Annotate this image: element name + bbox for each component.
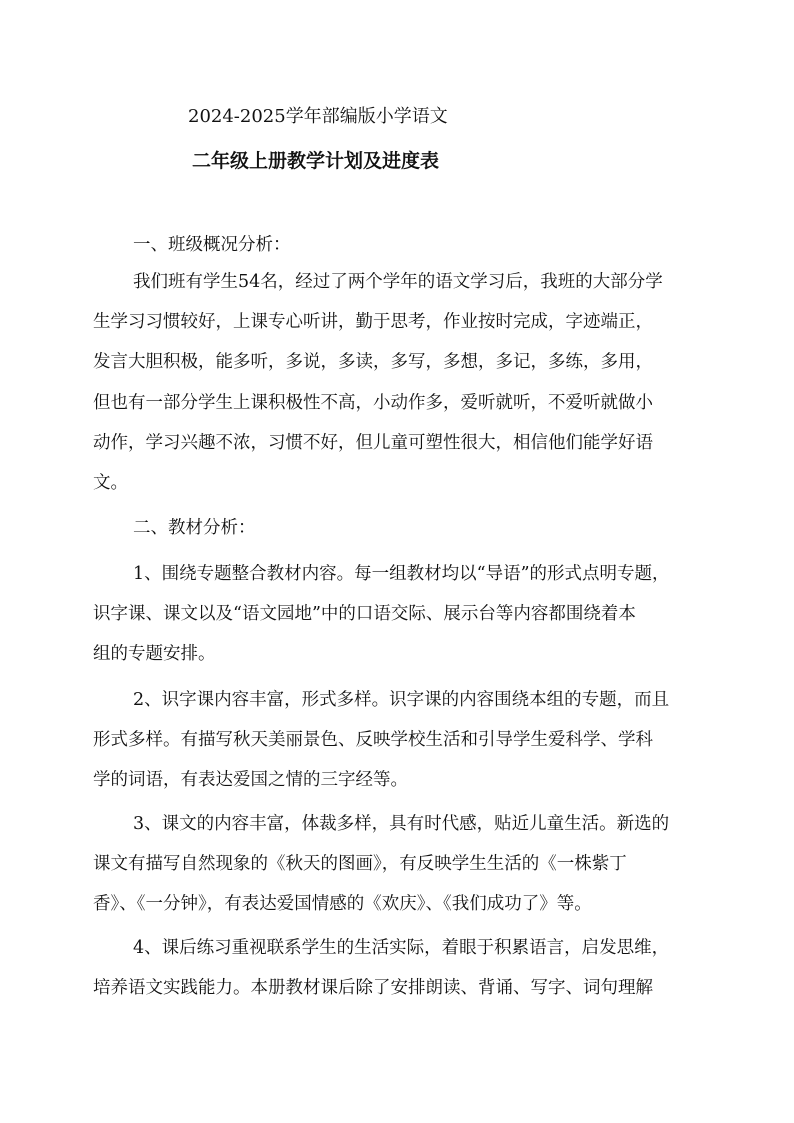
paragraph-line: 生学习习惯较好，上课专心听讲，勤于思考，作业按时完成，字迹端正， <box>93 312 653 333</box>
paragraph-textbook-point-4 <box>93 928 713 1008</box>
paragraph-line: 文。 <box>93 473 128 494</box>
paragraph-textbook-point-3 <box>93 804 713 925</box>
paragraph-line: 动作，学习兴趣不浓，习惯不好，但儿童可塑性很大，相信他们能学好语 <box>93 432 653 453</box>
paragraph-class-overview <box>93 262 713 503</box>
paragraph-line: 发言大胆积极，能多听，多说，多读，多写，多想，多记，多练，多用， <box>93 352 653 373</box>
paragraph-line: 3、课文的内容丰富，体裁多样，具有时代感，贴近儿童生活。新选的 <box>133 814 670 834</box>
paragraph-line: 形式多样。有描写秋天美丽景色、反映学校生活和引导学生爱科学、学科 <box>93 730 653 751</box>
paragraph-line: 4、课后练习重视联系学生的生活实际，着眼于积累语言，启发思维， <box>133 938 670 958</box>
paragraph-textbook-point-1 <box>93 554 713 675</box>
paragraph-line: 香》、《一分钟》，有表达爱国情感的《欢庆》、《我们成功了》等。 <box>93 894 592 915</box>
paragraph-line: 组的专题安排。 <box>93 644 216 665</box>
paragraph-line: 学的词语，有表达爱国之情的三字经等。 <box>93 770 408 791</box>
document-title: 2024-2025学年部编版小学语文 <box>188 106 448 127</box>
paragraph-line: 2、识字课内容丰富，形式多样。识字课的内容围绕本组的专题，而且 <box>133 690 670 710</box>
section-heading-textbook-analysis: 二、教材分析： <box>133 518 256 538</box>
paragraph-textbook-point-2 <box>93 680 713 801</box>
paragraph-line: 培养语文实践能力。本册教材课后除了安排朗读、背诵、写字、词句理解 <box>93 978 653 999</box>
paragraph-line: 但也有一部分学生上课积极性不高，小动作多，爱听就听，不爱听就做小 <box>93 392 653 413</box>
paragraph-line: 1、围绕专题整合教材内容。每一组教材均以“导语”的形式点明专题， <box>133 564 670 584</box>
paragraph-line: 我们班有学生54名，经过了两个学年的语文学习后，我班的大部分学 <box>133 272 663 292</box>
paragraph-line: 识字课、课文以及“语文园地”中的口语交际、展示台等内容都围绕着本 <box>93 604 636 625</box>
section-heading-class-overview: 一、班级概况分析： <box>133 235 291 255</box>
document-subtitle: 二年级上册教学计划及进度表 <box>192 150 440 172</box>
paragraph-line: 课文有描写自然现象的《秋天的图画》，有反映学生生活的《一株紫丁 <box>93 854 627 875</box>
